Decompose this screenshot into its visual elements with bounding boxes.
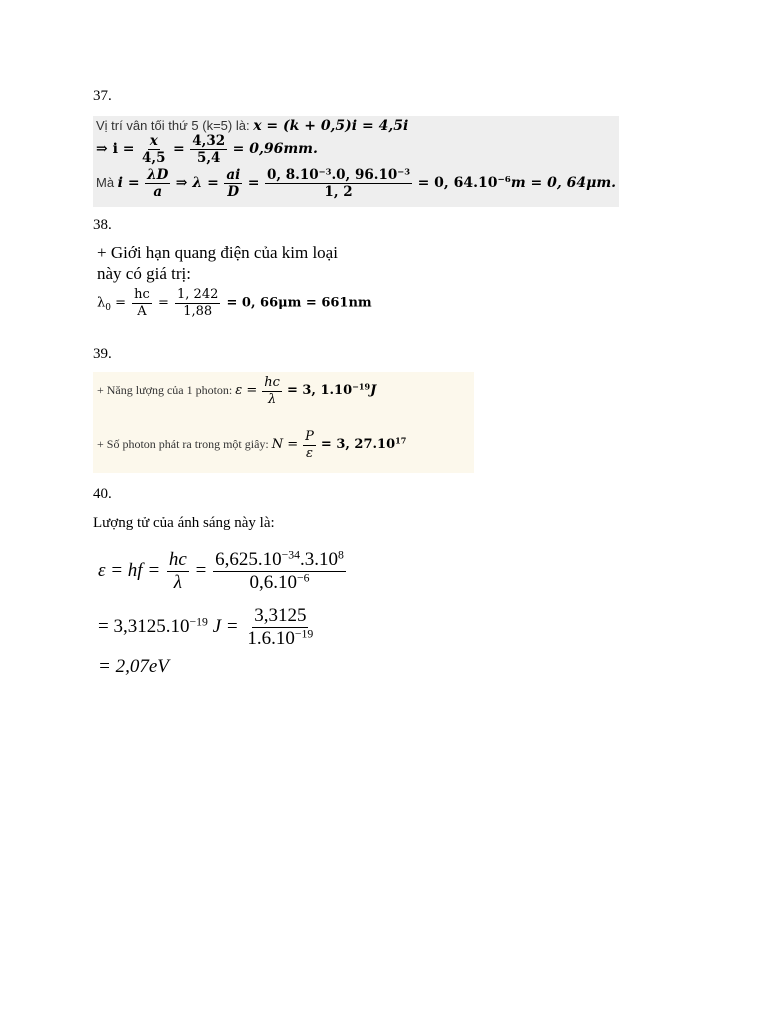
numerator-exponent: −34 (281, 548, 300, 562)
answer-40-line-2-exponent: −19 (189, 615, 208, 629)
fraction-denominator: D (227, 184, 240, 201)
answer-37-fraction-lambda-d-over-a (145, 168, 170, 199)
answer-39-line-2-result (321, 437, 406, 452)
answer-38-fraction-hc-over-a (132, 288, 152, 318)
numerator-part: .3.10 (299, 549, 338, 570)
fraction-denominator: 5,4 (196, 150, 221, 167)
question-number-37: 37. (93, 88, 112, 104)
fraction-denominator: 4,5 (142, 150, 166, 167)
answer-39-line-1-text: + Năng lượng của 1 photon: (97, 382, 236, 397)
fraction-numerator: P (305, 429, 314, 444)
fraction-denominator: λ (173, 571, 182, 593)
answer-40-fraction-numeric-1 (213, 550, 346, 593)
answer-40-line-3: = 2,07eV (98, 656, 169, 677)
fraction-numerator (265, 168, 412, 184)
fraction-numerator: λD (147, 167, 169, 183)
numerator-exponent: 8 (337, 548, 344, 562)
fraction-numerator: ai (226, 167, 241, 183)
fraction-denominator: λ (267, 391, 277, 407)
answer-39-fraction-p-over-epsilon (303, 430, 316, 460)
result-part: J (370, 382, 377, 398)
fraction-numerator (213, 550, 346, 572)
fraction-numerator: x (149, 133, 158, 149)
answer-37-line-1-text: Vị trí vân tối thứ 5 (k=5) là: (96, 118, 254, 133)
answer-37-fraction-4-32-over-5-4 (190, 134, 227, 165)
answer-39-line-1 (97, 376, 376, 406)
result-exponent: −6 (497, 175, 511, 186)
answer-40-fraction-numeric-2 (245, 606, 315, 649)
fraction-numerator: hc (264, 375, 280, 390)
answer-39-line-2-text: + Số photon phát ra trong một giây: (97, 436, 272, 451)
answer-40-line-2-part: = 3,3125.10 (98, 615, 190, 637)
fraction-denominator (245, 628, 315, 649)
answer-38-line-2: này có giá trị: (97, 264, 191, 283)
denominator-part: 0,6.10 (249, 571, 297, 593)
answer-37-line-1-math: x = (k + 0,5)i = 4,5i (253, 118, 409, 134)
answer-40-fraction-hc-over-lambda (167, 550, 189, 593)
result-exponent: −19 (352, 381, 371, 392)
answer-40-line-1-lhs: ε = hf = (98, 559, 161, 581)
fraction-denominator: A (137, 303, 147, 319)
answer-39-line-2 (97, 430, 406, 460)
answer-block-37 (93, 116, 619, 207)
answer-37-line-2-result: = 0,96mm. (232, 140, 318, 157)
result-part: = 3, 1.10 (286, 382, 353, 398)
fraction-denominator: 1, 2 (324, 184, 353, 201)
answer-37-fraction-x-over-4-5 (140, 134, 168, 165)
answer-38-result: = 0, 66μm = 661nm (226, 295, 372, 311)
result-exponent: 17 (395, 435, 407, 446)
answer-37-line-3-ma: Mà (96, 174, 118, 190)
numerator-exponent: −3 (397, 166, 411, 177)
fraction-numerator: 1, 242 (177, 287, 219, 302)
fraction-denominator: 1,88 (183, 303, 213, 319)
lambda-symbol: λ (97, 295, 106, 311)
answer-37-line-3: Mà i = $\frac{\lambda D}{a}$ ⇒ λ = $\frac{ai}{D}$ = $\frac{0, 8.10^{-3}.0, 96.10^{-3}}{1, 2}$ = 0, $64.10^{-6}m = 0$, 64μm. (96, 166, 617, 201)
answer-37-line-2-prefix: ⇒ i = (96, 140, 135, 157)
numerator-part: .0, 96.10 (331, 167, 398, 183)
result-part: m = 0, 64μm. (510, 174, 617, 191)
question-number-40: 40. (93, 486, 112, 502)
fraction-numerator: 3,3125 (254, 605, 307, 626)
answer-40-line-1: ε = hf = $\frac{hc}{\lambda}$ = $\frac{6,625.10^{-34}.3.10^8}{0,6.10^{-6}}$ (98, 548, 344, 593)
answer-39-line-2-lhs: N = (271, 436, 299, 452)
answer-37-line-1 (96, 118, 408, 135)
answer-37-fraction-ai-over-d (224, 168, 242, 199)
fraction-numerator: hc (168, 549, 187, 570)
answer-39-fraction-hc-over-lambda (262, 376, 282, 406)
lambda-subscript: 0 (105, 303, 111, 314)
fraction-denominator (247, 572, 311, 593)
answer-39-line-1-lhs: ε = (235, 382, 258, 398)
numerator-part: 6,625.10 (215, 549, 282, 570)
question-number-38: 38. (93, 217, 112, 233)
denominator-exponent: −19 (294, 627, 314, 641)
answer-37-line-3-arrow: ⇒ λ = (175, 174, 219, 191)
fraction-numerator: hc (134, 287, 150, 302)
answer-40-line-2 (98, 606, 317, 649)
fraction-denominator: ε (306, 445, 314, 461)
answer-38-fraction-numeric (175, 288, 220, 318)
answer-37-fraction-numeric (265, 168, 412, 199)
fraction-denominator: a (153, 184, 163, 201)
answer-40-intro: Lượng tử của ánh sáng này là: (93, 515, 275, 531)
answer-37-line-2: ⇒ i = $\frac{x}{4,5}$ = $\frac{4,32}{5,4}$ = 0,96mm. (96, 133, 318, 167)
result-part: = 3, 27.10 (320, 436, 396, 452)
numerator-part: 0, 8.10 (266, 167, 319, 183)
question-number-39: 39. (93, 346, 112, 362)
answer-39-line-1-result (287, 383, 376, 398)
answer-38-formula: $\lambda_0$ = $\frac{hc}{A}$ = $\frac{1, 242}{1,88}$ = 0, 66μm = 661nm (97, 287, 372, 319)
answer-38-line-1: + Giới hạn quang điện của kim loại (97, 243, 338, 262)
answer-37-line-3-result (418, 175, 616, 191)
result-part: = 0, 64.10 (417, 174, 498, 191)
fraction-numerator: 4,32 (192, 133, 226, 149)
denominator-exponent: −6 (296, 571, 310, 585)
answer-37-line-3-i: i = (117, 174, 140, 191)
denominator-part: 1.6.10 (247, 627, 295, 649)
answer-40-line-2-unit: J = (212, 615, 239, 637)
answer-block-38 (93, 243, 393, 323)
numerator-exponent: −3 (318, 166, 332, 177)
answer-block-39 (93, 372, 474, 473)
